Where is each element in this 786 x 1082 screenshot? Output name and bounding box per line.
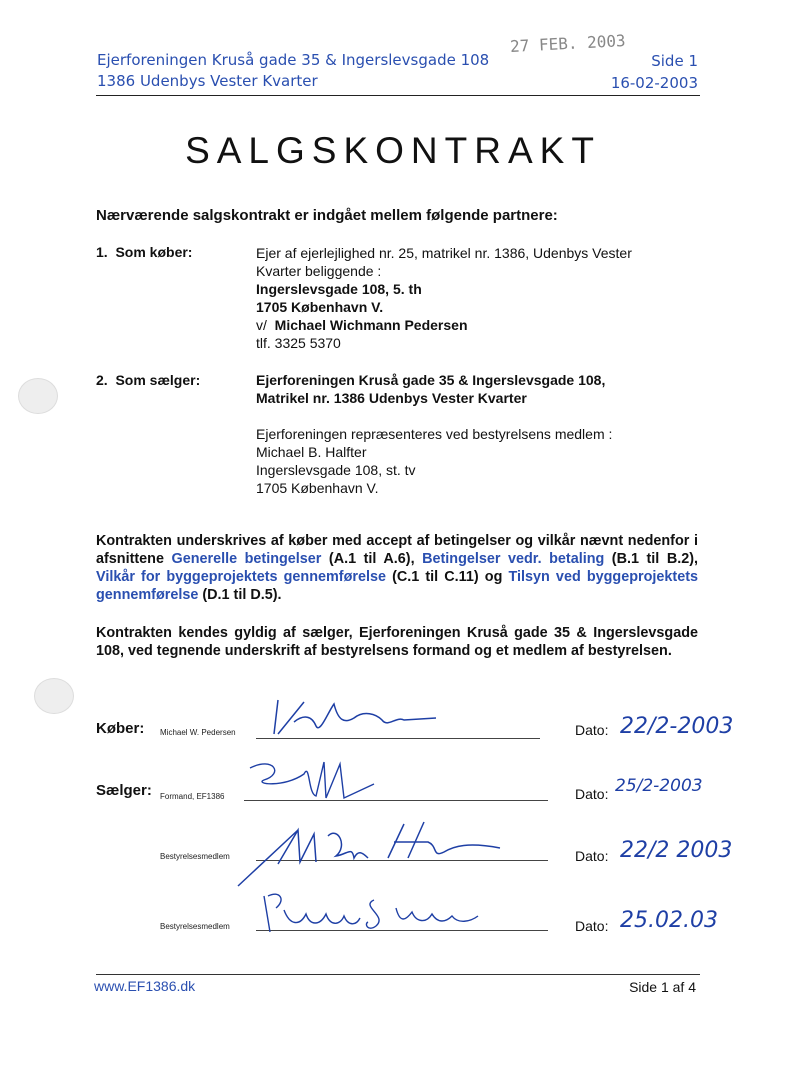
buyer-attn bbox=[256, 316, 706, 334]
sig-date-buyer: 22/2-2003 bbox=[620, 714, 734, 739]
intro-text: Nærværende salgskontrakt er indgået mellem følgende partnere: bbox=[96, 207, 558, 224]
seller-rep3: Ingerslevsgade 108, st. tv bbox=[256, 462, 416, 478]
p1-text3: (B.1 til B.2), bbox=[604, 551, 698, 567]
header-rule bbox=[96, 95, 700, 96]
seller-rep2: Michael B. Halfter bbox=[256, 444, 367, 460]
buyer-signature bbox=[264, 694, 444, 742]
footer-rule bbox=[96, 974, 700, 975]
sig-sub-board1: Bestyrelsesmedlem bbox=[160, 852, 230, 861]
sig-dato-board1: Dato: bbox=[575, 848, 609, 864]
sig-dato-seller: Dato: bbox=[575, 786, 609, 802]
sig-date-board1: 22/2 2003 bbox=[620, 838, 733, 863]
sig-date-seller: 25/2-2003 bbox=[615, 776, 703, 796]
p1-text1: Kontrakten underskrives af køber med accept af betingelser og vilkår nævnt nedenfor i afsnittene bbox=[96, 533, 698, 567]
buyer-line1: Ejer af ejerlejlighed nr. 25, matrikel nr. 1386, Udenbys Vester bbox=[256, 245, 632, 261]
punch-hole-top bbox=[18, 378, 58, 414]
page-title: SALGSKONTRAKT bbox=[185, 130, 601, 171]
sig-label-buyer: Køber: bbox=[96, 720, 145, 737]
link-tilsyn-byggeprojekt[interactable]: Tilsyn ved byggeprojektets gennemførelse bbox=[96, 569, 698, 603]
board-member2-signature bbox=[256, 886, 486, 938]
received-stamp: 27 FEB. 2003 bbox=[509, 30, 627, 57]
seller-rep4: 1705 København V. bbox=[256, 480, 379, 496]
sig-sub-buyer: Michael W. Pedersen bbox=[160, 728, 236, 737]
link-generelle-betingelser[interactable]: Generelle betingelser bbox=[171, 551, 322, 567]
buyer-attn-prefix: v/ bbox=[256, 317, 267, 333]
buyer-attn-name: Michael Wichmann Pedersen bbox=[274, 317, 468, 333]
buyer-block bbox=[256, 244, 706, 352]
seller-block bbox=[256, 371, 706, 497]
buyer-street: Ingerslevsgade 108, 5. th bbox=[256, 281, 422, 297]
p1-text2: (A.1 til A.6), bbox=[321, 551, 423, 567]
seller-signature bbox=[244, 754, 384, 802]
sig-date-board2: 25.02.03 bbox=[620, 908, 718, 933]
seller-rep1: Ejerforeningen repræsenteres ved bestyrelsens medlem : bbox=[256, 426, 613, 442]
buyer-city: 1705 København V. bbox=[256, 299, 384, 315]
punch-hole-bottom bbox=[34, 678, 74, 714]
buyer-line2: Kvarter beliggende : bbox=[256, 263, 382, 279]
seller-name1: Ejerforeningen Kruså gade 35 & Ingerslevsgade 108, bbox=[256, 372, 606, 388]
board-member1-signature bbox=[228, 806, 528, 892]
p1-text5: (D.1 til D.5). bbox=[198, 587, 282, 603]
buyer-phone: tlf. 3325 5370 bbox=[256, 335, 341, 351]
seller-label: 2. Som sælger: bbox=[96, 372, 201, 388]
seller-name2: Matrikel nr. 1386 Udenbys Vester Kvarter bbox=[256, 390, 527, 406]
buyer-label: 1. Som køber: bbox=[96, 244, 193, 260]
header-date: 16-02-2003 bbox=[610, 74, 698, 92]
footer-page: Side 1 af 4 bbox=[629, 979, 696, 995]
validity-paragraph: Kontrakten kendes gyldig af sælger, Ejerforeningen Kruså gade 35 & Ingerslevsgade 108, ved tegnende underskrift af bestyrelsens formand og et medlem af bestyrelsen. bbox=[96, 625, 698, 659]
sig-dato-buyer: Dato: bbox=[575, 722, 609, 738]
sig-label-seller: Sælger: bbox=[96, 782, 152, 799]
header-address: 1386 Udenbys Vester Kvarter bbox=[97, 72, 318, 90]
header-page: Side 1 bbox=[651, 52, 698, 70]
conditions-paragraph bbox=[96, 532, 698, 604]
sig-dato-board2: Dato: bbox=[575, 918, 609, 934]
link-vilkaar-byggeprojekt[interactable]: Vilkår for byggeprojektets gennemførelse bbox=[96, 569, 386, 585]
link-betingelser-betaling[interactable]: Betingelser vedr. betaling bbox=[422, 551, 605, 567]
sig-sub-board2: Bestyrelsesmedlem bbox=[160, 922, 230, 931]
header-org: Ejerforeningen Kruså gade 35 & Ingerslevsgade 108 bbox=[97, 51, 490, 69]
footer-url[interactable]: www.EF1386.dk bbox=[94, 978, 196, 994]
sig-sub-seller: Formand, EF1386 bbox=[160, 792, 225, 801]
p1-text4: (C.1 til C.11) og bbox=[385, 569, 509, 585]
